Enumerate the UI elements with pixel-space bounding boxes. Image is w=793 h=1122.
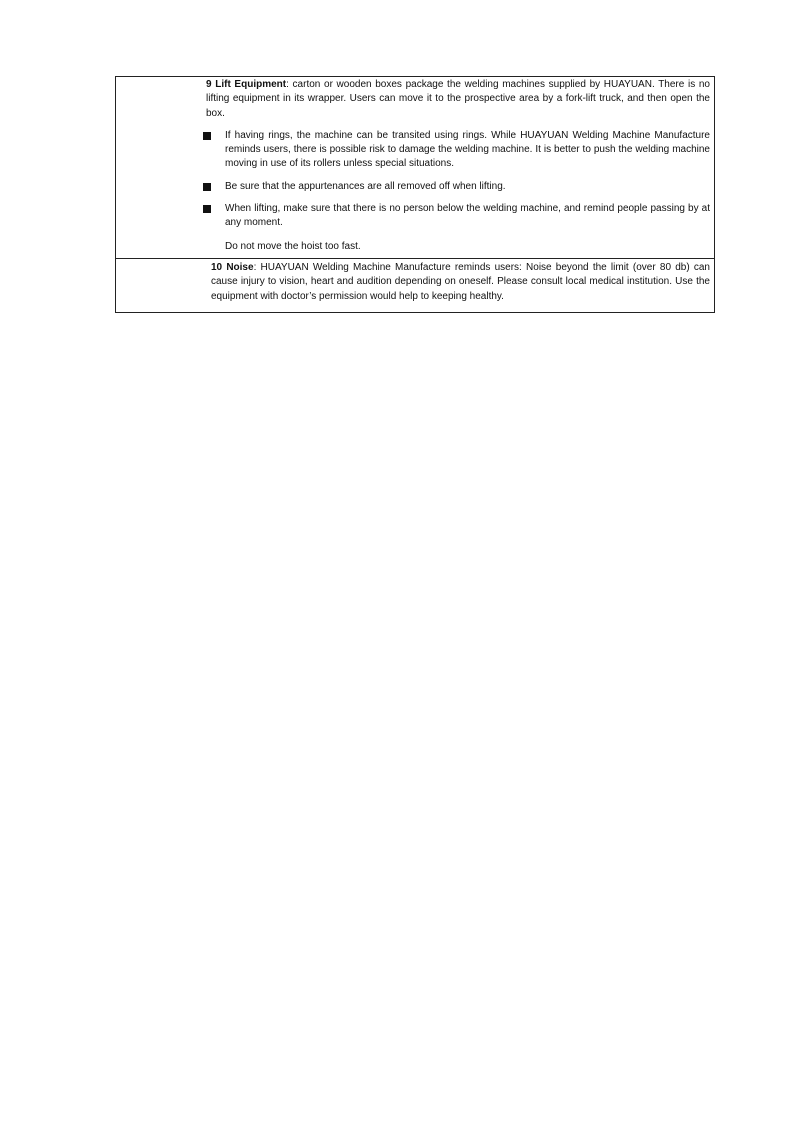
lift-equipment-intro: : carton or wooden boxes package the welding machines supplied by HUAYUAN. There is no lifting equipment in its wrapper. Users can move it to the prospective area by a fork-lift truck, and then open the box.	[206, 79, 710, 119]
bullet-text: When lifting, make sure that there is no person below the welding machine, and remind people passing by at any moment.	[225, 203, 710, 229]
table-left-cell	[116, 77, 205, 258]
bullet-square-icon	[203, 205, 211, 213]
lift-equipment-bullets	[206, 129, 710, 231]
table-right-cell	[205, 259, 714, 312]
bullet-text: Be sure that the appurtenances are all removed off when lifting.	[225, 180, 506, 192]
hoist-note: Do not move the hoist too fast.	[225, 240, 361, 252]
table-row-lift-equipment	[116, 77, 714, 258]
bullet-text: If having rings, the machine can be transited using rings. While HUAYUAN Welding Machine Manufacture reminds users, there is possible risk to damage the welding machine. It is better to push the welding machine moving in use of its rollers unless special situations.	[225, 129, 710, 170]
bullet-square-icon	[203, 183, 211, 191]
list-item	[206, 180, 710, 194]
table-left-cell	[116, 259, 205, 312]
table-row-noise	[116, 258, 714, 312]
list-item	[206, 202, 710, 231]
bullet-square-icon	[203, 132, 211, 140]
noise-paragraph	[211, 261, 710, 304]
lift-equipment-paragraph	[206, 78, 710, 121]
safety-table	[115, 76, 715, 313]
list-item	[206, 129, 710, 172]
lift-equipment-heading: 9 Lift Equipment	[206, 79, 287, 90]
table-right-cell	[205, 77, 714, 258]
noise-heading: 10 Noise	[211, 261, 254, 273]
noise-body: : HUAYUAN Welding Machine Manufacture reminds users: Noise beyond the limit (over 80 db) can cause injury to vision, heart and audition depending on oneself. Please consult local medical institution. Use the equipment with doctor’s permission would help to keeping healthy.	[211, 261, 710, 302]
